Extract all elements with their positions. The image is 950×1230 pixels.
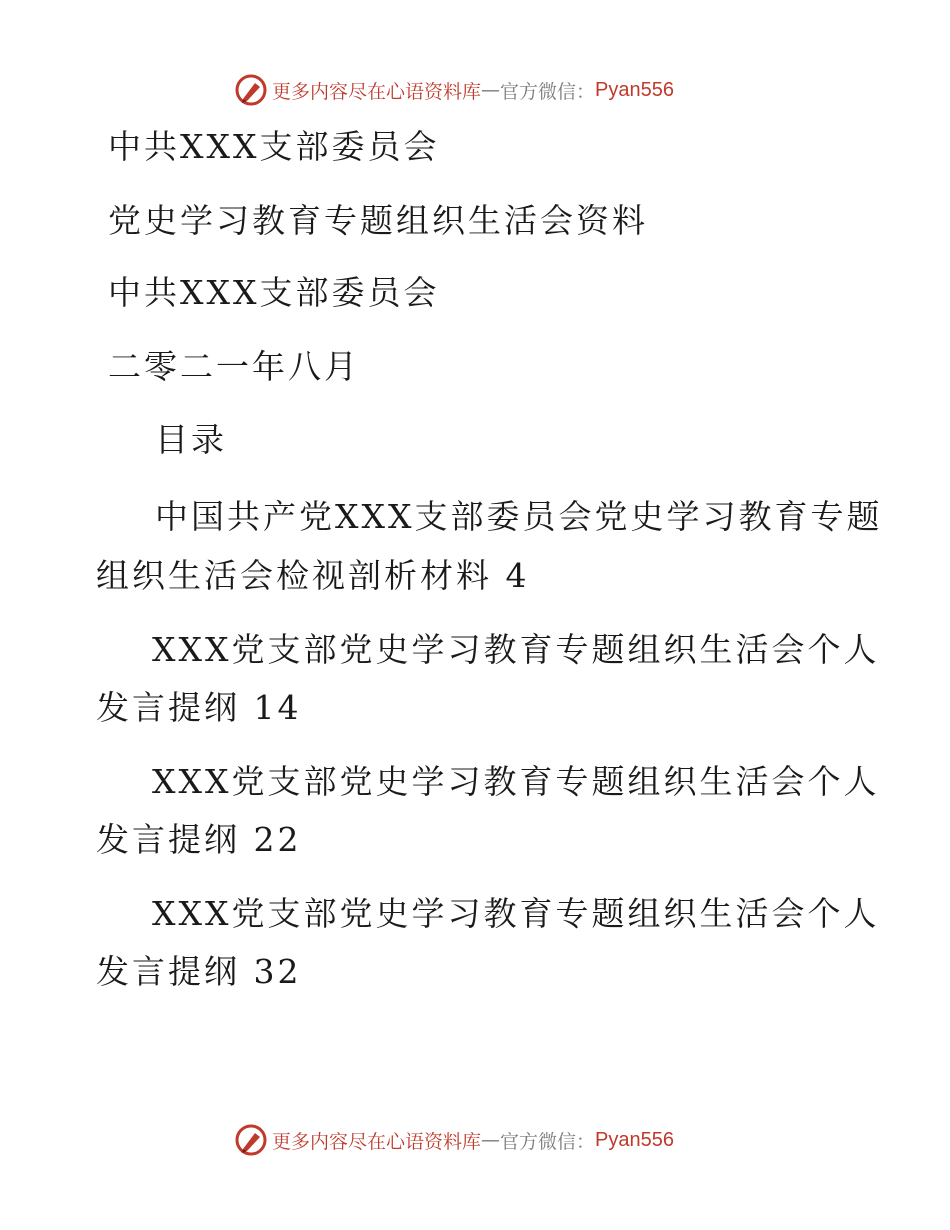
toc-entry-1-line2[interactable]: 组织生活会检视剖析材料 4 — [96, 556, 530, 595]
toc-entry-3-line1[interactable]: XXX党支部党史学习教育专题组织生活会个人 — [152, 762, 880, 801]
toc-entry-3-line2[interactable]: 发言提纲 22 — [96, 820, 302, 859]
watermark-wechat-id: Pyan556 — [595, 1128, 674, 1151]
watermark-wechat-label: 官方微信： — [500, 80, 596, 103]
toc-entry-2-line1[interactable]: XXX党支部党史学习教育专题组织生活会个人 — [152, 630, 880, 669]
cover-issuer: 中共XXX支部委员会 — [108, 273, 440, 312]
toc-entry-4-line1[interactable]: XXX党支部党史学习教育专题组织生活会个人 — [152, 894, 880, 933]
cover-date: 二零二一年八月 — [108, 347, 360, 386]
toc-entry-4-line2[interactable]: 发言提纲 32 — [96, 952, 302, 991]
watermark-text: 更多内容尽在心语资料库 — [272, 1130, 482, 1153]
pen-nib-logo-icon — [234, 1123, 268, 1157]
watermark-wechat-id: Pyan556 — [595, 78, 674, 101]
watermark-wechat-label: 官方微信： — [500, 1130, 596, 1153]
watermark-dash: — — [481, 79, 501, 101]
watermark-dash: — — [481, 1129, 501, 1151]
watermark-text: 更多内容尽在心语资料库 — [272, 80, 482, 103]
header-watermark — [234, 72, 674, 108]
cover-org-name: 中共XXX支部委员会 — [108, 127, 440, 166]
cover-doc-title: 党史学习教育专题组织生活会资料 — [108, 201, 648, 240]
toc-entry-1-line1[interactable]: 中国共产党XXX支部委员会党史学习教育专题 — [155, 497, 883, 536]
toc-entry-2-line2[interactable]: 发言提纲 14 — [96, 688, 302, 727]
pen-nib-logo-icon — [234, 73, 268, 107]
toc-heading: 目录 — [155, 420, 227, 459]
footer-watermark — [234, 1122, 674, 1158]
